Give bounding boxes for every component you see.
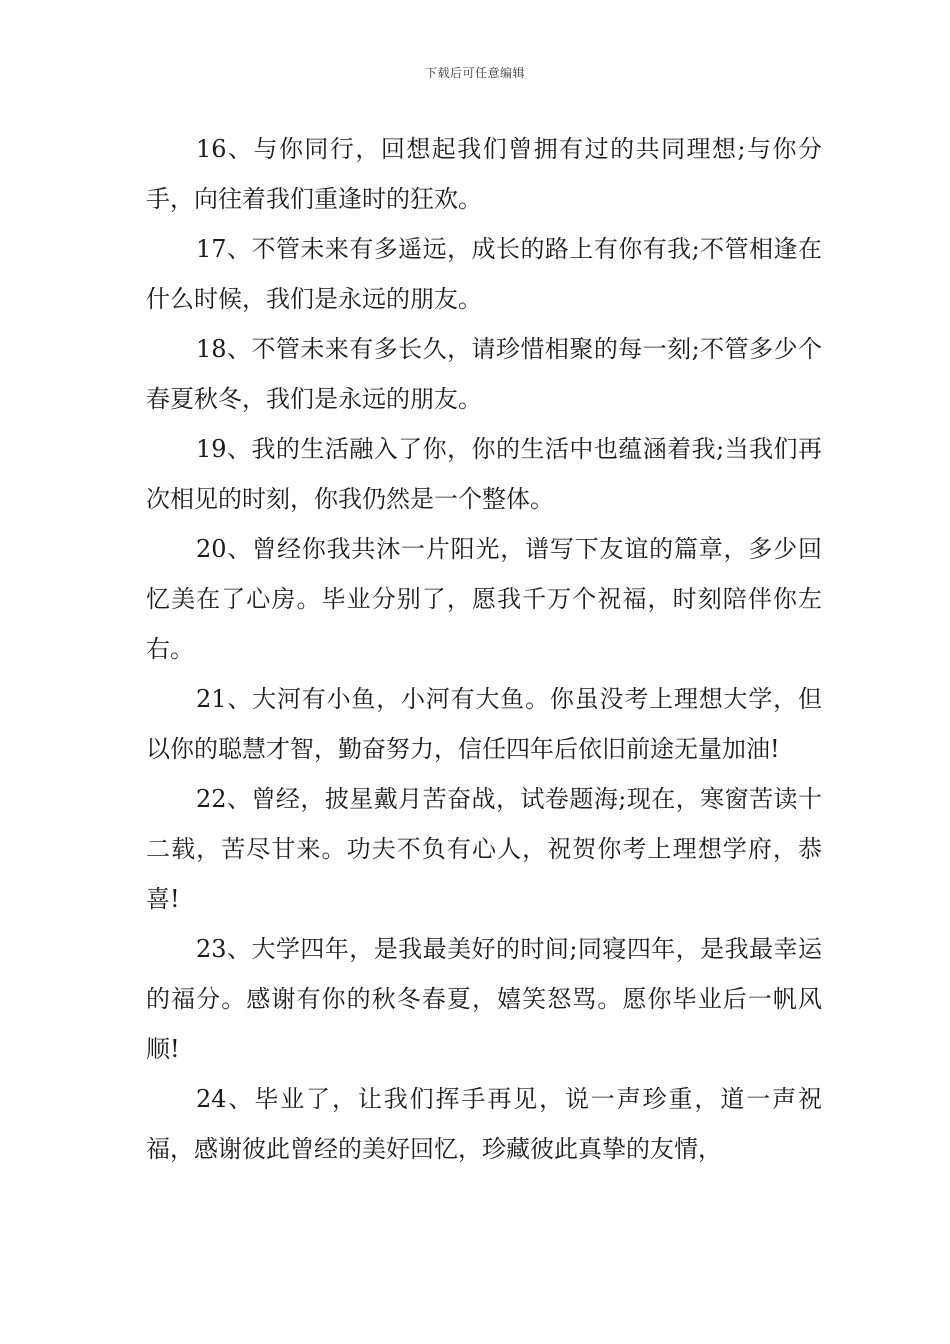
paragraph-22: 22、曾经，披星戴月苦奋战，试卷题海;现在，寒窗苦读十二载，苦尽甘来。功夫不负有心人，祝贺你考上理想学府，恭喜! xyxy=(146,785,822,913)
paragraph-24: 24、毕业了，让我们挥手再见，说一声珍重，道一声祝福，感谢彼此曾经的美好回忆，珍藏彼此真挚的友情， xyxy=(146,1085,822,1163)
document-body xyxy=(146,124,822,1174)
paragraph-16: 16、与你同行，回想起我们曾拥有过的共同理想;与你分手，向往着我们重逢时的狂欢。 xyxy=(146,135,822,213)
paragraph-17: 17、不管未来有多遥远，成长的路上有你有我;不管相逢在什么时候，我们是永远的朋友。 xyxy=(146,235,822,313)
header-note: 下载后可任意编辑 xyxy=(424,66,525,80)
paragraph-18: 18、不管未来有多长久，请珍惜相聚的每一刻;不管多少个春夏秋冬，我们是永远的朋友。 xyxy=(146,335,822,413)
paragraph-20: 20、曾经你我共沐一片阳光，谱写下友谊的篇章，多少回忆美在了心房。毕业分别了，愿我千万个祝福，时刻陪伴你左右。 xyxy=(146,535,822,663)
paragraph-23: 23、大学四年，是我最美好的时间;同寝四年，是我最幸运的福分。感谢有你的秋冬春夏，嬉笑怒骂。愿你毕业后一帆风顺! xyxy=(146,935,822,1063)
paragraph-21: 21、大河有小鱼，小河有大鱼。你虽没考上理想大学，但以你的聪慧才智，勤奋努力，信任四年后依旧前途无量加油! xyxy=(146,685,822,763)
paragraph-19: 19、我的生活融入了你，你的生活中也蕴涵着我;当我们再次相见的时刻，你我仍然是一个整体。 xyxy=(146,435,822,513)
